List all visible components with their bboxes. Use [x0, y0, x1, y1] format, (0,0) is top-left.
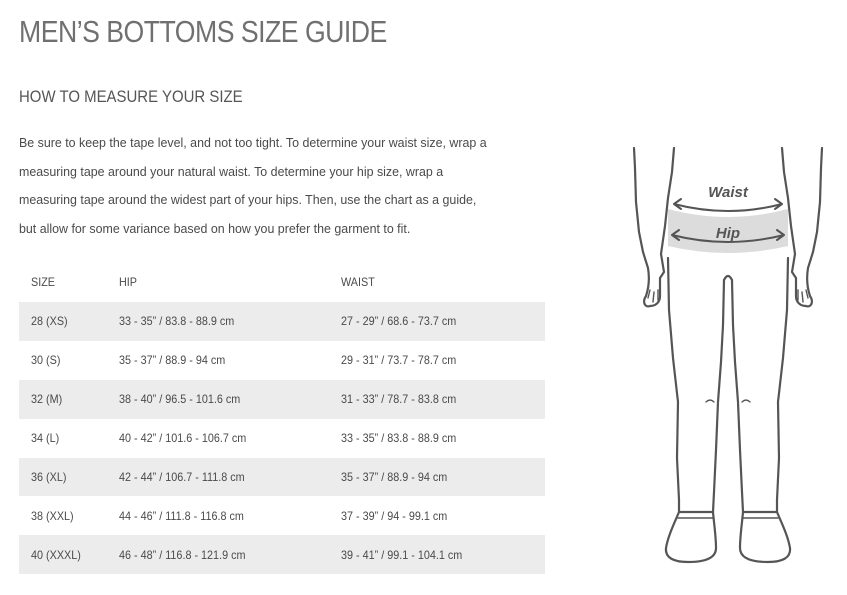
hip-cell: 44 - 46” / 111.8 - 116.8 cm	[119, 508, 244, 523]
hip-cell: 38 - 40” / 96.5 - 101.6 cm	[119, 380, 341, 419]
left-leg-outline	[668, 258, 679, 512]
hip-cell: 33 - 35” / 83.8 - 88.9 cm	[119, 302, 341, 341]
measure-heading: HOW TO MEASURE YOUR SIZE	[19, 87, 243, 106]
hip-cell: 42 - 44” / 106.7 - 111.8 cm	[119, 458, 341, 497]
table-row	[19, 458, 545, 497]
hip-cell: 35 - 37” / 88.9 - 94 cm	[119, 353, 226, 368]
waist-column-header: WAIST	[341, 275, 375, 289]
right-hand-fingers	[798, 290, 808, 302]
instruction-line: Be sure to keep the tape level, and not too tight. To determine your waist size, wrap a	[19, 135, 487, 150]
crotch-line	[724, 276, 732, 280]
size-chart-table	[19, 262, 545, 574]
table-row	[19, 341, 545, 380]
size-cell: 38 (XXL)	[31, 508, 74, 523]
hip-cell: 40 - 42” / 101.6 - 106.7 cm	[119, 431, 247, 446]
body-measurement-illustration	[628, 140, 828, 580]
right-leg-outline	[777, 258, 788, 512]
size-cell: 32 (M)	[19, 380, 119, 419]
left-inner-leg	[713, 280, 724, 512]
right-foot	[740, 512, 790, 562]
instruction-line: but allow for some variance based on how you prefer the garment to fit.	[19, 220, 411, 236]
page-title: MEN’S BOTTOMS SIZE GUIDE	[19, 14, 387, 49]
knee-marks	[706, 400, 750, 402]
instruction-line: measuring tape around the widest part of your hips. Then, use the chart as a guide,	[19, 192, 477, 207]
right-inner-leg	[732, 280, 743, 512]
size-column-header: SIZE	[31, 275, 56, 289]
waist-cell: 35 - 37” / 88.9 - 94 cm	[341, 458, 545, 497]
table-row	[19, 380, 545, 419]
hip-column-header: HIP	[119, 275, 138, 289]
waist-cell: 31 - 33” / 78.7 - 83.8 cm	[341, 380, 545, 419]
waist-label: Waist	[708, 184, 748, 201]
waist-cell: 33 - 35” / 83.8 - 88.9 cm	[341, 431, 457, 446]
size-cell: 28 (XS)	[19, 302, 119, 341]
waist-cell: 39 - 41” / 99.1 - 104.1 cm	[341, 535, 545, 574]
table-row	[19, 302, 545, 341]
instruction-line: measuring tape around your natural waist. To determine your hip size, wrap a	[19, 163, 444, 179]
left-hand-fingers	[648, 290, 658, 302]
hip-cell: 46 - 48” / 116.8 - 121.9 cm	[119, 535, 341, 574]
size-cell: 30 (S)	[31, 353, 61, 368]
measure-instructions	[19, 129, 554, 243]
size-cell: 40 (XXXL)	[19, 535, 119, 574]
table-row	[19, 496, 545, 535]
waist-cell: 27 - 29” / 68.6 - 73.7 cm	[341, 302, 545, 341]
hip-label: Hip	[715, 225, 741, 242]
table-row	[19, 535, 545, 574]
waist-cell: 37 - 39” / 94 - 99.1 cm	[341, 508, 448, 523]
size-cell: 36 (XL)	[19, 458, 119, 497]
table-row	[19, 419, 545, 458]
size-cell: 34 (L)	[31, 431, 60, 446]
waist-cell: 29 - 31” / 73.7 - 78.7 cm	[341, 353, 457, 368]
left-foot	[666, 512, 716, 562]
table-header-row	[19, 262, 545, 302]
